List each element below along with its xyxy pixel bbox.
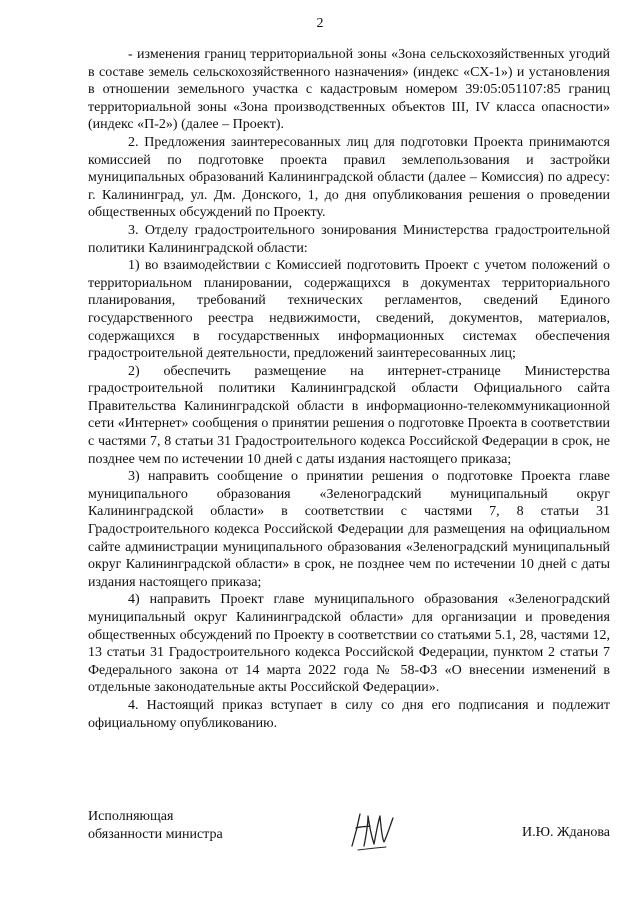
signatory-position — [88, 808, 223, 844]
page-number: 2 — [316, 16, 324, 31]
paragraph-proposals: 2. Предложения заинтересованных лиц для подготовки Проекта принимаются комиссией по подготовке проекта правил землепользования и застройки муниципальных образований Калининградской области (далее – Комиссия) по адресу: г. Калининград, ул. Дм. Донского, 1, до дня опубликования решения о проведении общественных обсуждений по Проекту. — [88, 134, 610, 221]
handwritten-signature-icon — [346, 806, 398, 852]
paragraph-item-3: 3) направить сообщение о принятии решения о подготовке Проекта главе муниципального образования «Зеленоградский муниципальный округ Калининградской области» в соответствии с частями 7, 8 статьи 31 Градостроительного кодекса Российской Федерации для размещения на официальном сайте администрации муниципального образования «Зеленоградский муниципальный округ Калининградской области» в срок, не позднее чем по истечении 10 дней с даты издания настоящего приказа; — [88, 469, 610, 590]
paragraph-item-2: 2) обеспечить размещение на интернет-странице Министерства градостроительной политики Калининградской области Официального сайта Правительства Калининградской области в информационно-телекоммуникационной сети «Интернет» сообщения о принятии решения о подготовке Проекта в соответствии с частями 7, 8 статьи 31 Градостроительного кодекса Российской Федерации в срок, не позднее чем по истечении 10 дней с даты издания настоящего приказа; — [88, 363, 610, 467]
paragraph-zone-changes: - изменения границ территориальной зоны «Зона сельскохозяйственных угодий в составе земель сельскохозяйственного назначения» (индекс «СХ-1») и установления в отношении земельного участка с кадастровым номером 39:05:051107:85 границ территориальной зоны «Зона производственных объектов III, IV класса опасности» (индекс «П-2») (далее – Проект). — [88, 47, 610, 133]
paragraph-item-1: 1) во взаимодействии с Комиссией подготовить Проект с учетом положений о территориальном планировании, содержащихся в документах территориального планирования, требований технических регламентов, сведений Единого государственного реестра недвижимости, сведений, документов, материалов, содержащихся в государственных информационных системах обеспечения градостроительной деятельности, предложений заинтересованных лиц; — [88, 258, 610, 362]
signatory-position-line-1: Исполняющая — [88, 809, 174, 824]
signatory-name: И.Ю. Жданова — [521, 825, 610, 840]
paragraph-department: 3. Отделу градостроительного зонирования Министерства градостроительной политики Калининградской области: — [88, 222, 610, 256]
signature-block — [88, 808, 610, 868]
paragraph-item-4: 4) направить Проект главе муниципального образования «Зеленоградский муниципальный округ Калининградской области» для организации и проведения общественных обсуждений по Проекту в соответствии со статьями 5.1, 28, частями 12, 13 статьи 31 Градостроительного кодекса Российской Федерации, пунктом 2 статьи 7 Федерального закона от 14 марта 2022 года № 58-ФЗ «О внесении изменений в отдельные законодательные акты Российской Федерации». — [88, 592, 610, 696]
signatory-position-line-2: обязанности министра — [88, 827, 223, 842]
document-body — [88, 46, 610, 732]
paragraph-effective: 4. Настоящий приказ вступает в силу со дня его подписания и подлежит официальному опубликованию. — [88, 697, 610, 731]
